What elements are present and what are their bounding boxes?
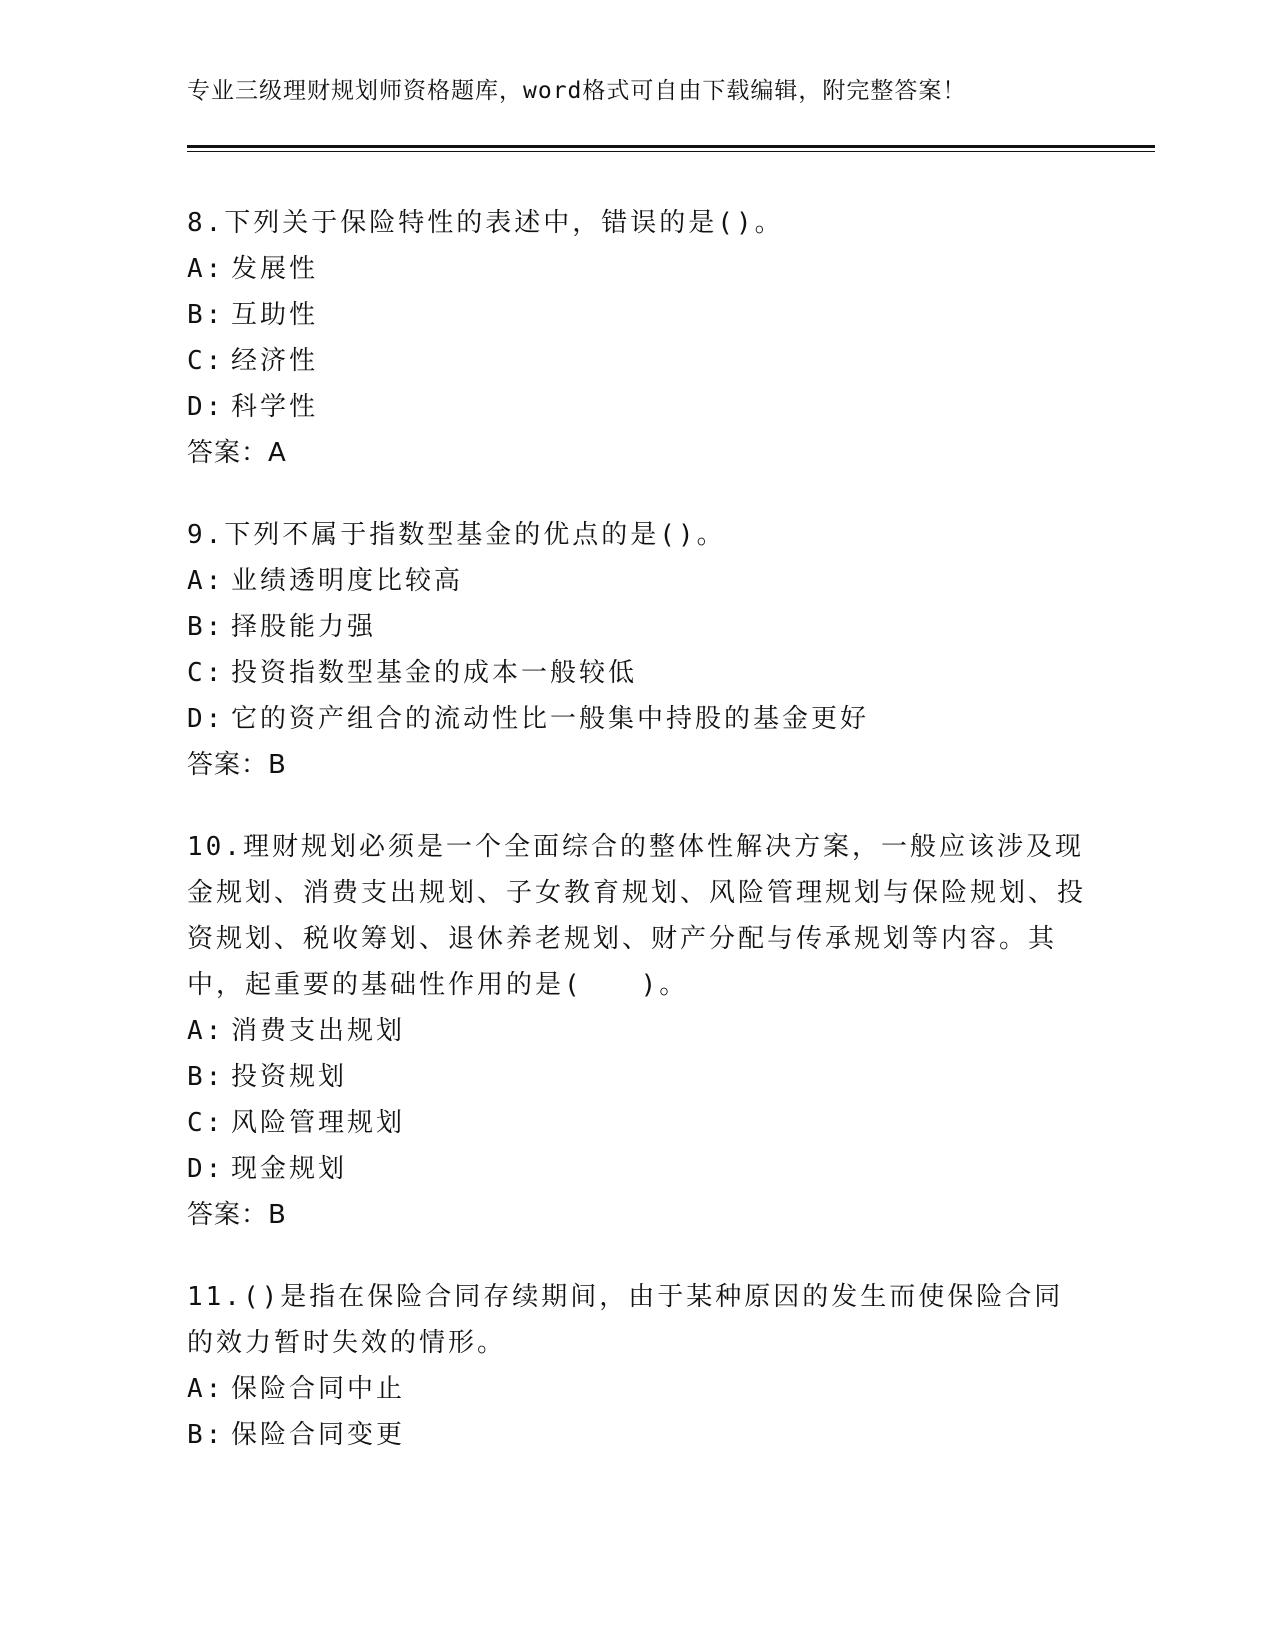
option-a <box>187 558 1087 604</box>
option-c <box>187 338 1087 384</box>
answer-line: 答案：A <box>187 438 287 468</box>
option-letter: D: <box>187 392 225 422</box>
option-letter: B: <box>187 612 225 642</box>
option-b <box>187 292 1087 338</box>
option-text: 业绩透明度比较高 <box>231 566 464 596</box>
option-a <box>187 1366 1087 1412</box>
option-text: 投资规划 <box>231 1062 348 1092</box>
question-text: 10.理财规划必须是一个全面综合的整体性解决方案，一般应该涉及现金规划、消费支出规划、子女教育规划、风险管理规划与保险规划、投资规划、税收筹划、退休养老规划、财产分配与传承规划等内容。其中，起重要的基础性作用的是( )。 <box>187 832 1087 1000</box>
option-text: 经济性 <box>231 346 319 376</box>
option-letter: B: <box>187 1420 225 1450</box>
option-text: 科学性 <box>231 392 319 422</box>
option-b <box>187 1412 1087 1458</box>
option-d <box>187 1146 1087 1192</box>
option-text: 风险管理规划 <box>231 1108 406 1138</box>
page-header: 专业三级理财规划师资格题库，word格式可自由下载编辑，附完整答案！ <box>187 78 967 104</box>
option-text: 发展性 <box>231 254 319 284</box>
option-a <box>187 1008 1087 1054</box>
option-c <box>187 650 1087 696</box>
option-letter: D: <box>187 704 225 734</box>
option-text: 择股能力强 <box>231 612 377 642</box>
question-10 <box>187 824 1087 1238</box>
option-text: 保险合同变更 <box>231 1420 406 1450</box>
question-11 <box>187 1274 1087 1458</box>
option-d <box>187 384 1087 430</box>
question-text: 8.下列关于保险特性的表述中，错误的是()。 <box>187 208 784 238</box>
option-letter: C: <box>187 1108 225 1138</box>
question-8 <box>187 200 1087 476</box>
option-b <box>187 604 1087 650</box>
option-text: 投资指数型基金的成本一般较低 <box>231 658 638 688</box>
option-letter: C: <box>187 658 225 688</box>
option-letter: B: <box>187 300 225 330</box>
option-letter: C: <box>187 346 225 376</box>
option-a <box>187 246 1087 292</box>
option-letter: A: <box>187 1016 225 1046</box>
option-text: 互助性 <box>231 300 319 330</box>
option-letter: A: <box>187 254 225 284</box>
option-text: 现金规划 <box>231 1154 348 1184</box>
question-text: 9.下列不属于指数型基金的优点的是()。 <box>187 520 726 550</box>
answer-line: 答案：B <box>187 750 287 780</box>
option-b <box>187 1054 1087 1100</box>
option-letter: D: <box>187 1154 225 1184</box>
question-text: 11.()是指在保险合同存续期间，由于某种原因的发生而使保险合同的效力暂时失效的情形。 <box>187 1282 1064 1358</box>
option-text: 保险合同中止 <box>231 1374 406 1404</box>
option-letter: A: <box>187 1374 225 1404</box>
header-rule-thick <box>187 145 1155 148</box>
option-text: 它的资产组合的流动性比一般集中持股的基金更好 <box>231 704 870 734</box>
answer-line: 答案：B <box>187 1200 287 1230</box>
option-d <box>187 696 1087 742</box>
option-letter: A: <box>187 566 225 596</box>
question-9 <box>187 512 1087 788</box>
question-list <box>187 200 1087 1494</box>
header-rule-thin <box>187 151 1155 152</box>
option-text: 消费支出规划 <box>231 1016 406 1046</box>
option-c <box>187 1100 1087 1146</box>
option-letter: B: <box>187 1062 225 1092</box>
